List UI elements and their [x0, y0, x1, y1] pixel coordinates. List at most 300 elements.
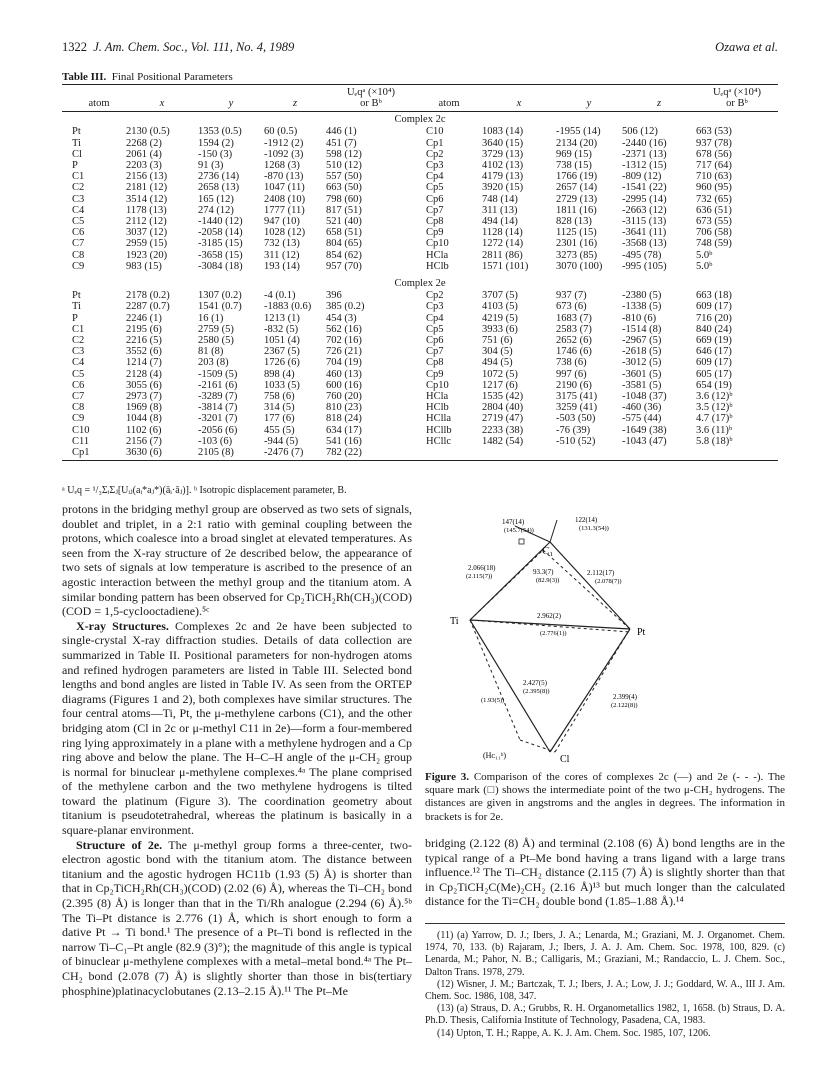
table-cell: 600 (16) — [326, 379, 362, 391]
header-atom-2: atom — [416, 98, 482, 112]
table-cell: -150 (3) — [198, 148, 233, 160]
header-z-2: z — [622, 98, 696, 112]
table-cell: 2112 (12) — [126, 216, 167, 228]
angle-top-left: 147(14) — [502, 518, 525, 526]
table-cell: 2736 (14) — [198, 171, 240, 183]
table-cell: 506 (12) — [622, 126, 658, 138]
table-cell: C7 — [72, 391, 85, 403]
table-cell: 314 (5) — [264, 402, 295, 414]
label-hc11b: (Hᴄ₁₁ᵇ) — [483, 751, 506, 760]
table-cell: 193 (14) — [264, 260, 300, 272]
table-cell: -3012 (5) — [622, 357, 662, 369]
table-cell: -3568 (13) — [622, 238, 667, 250]
table-cell: 673 (55) — [696, 216, 732, 228]
table-cell: 704 (19) — [326, 357, 362, 369]
dist-c1-pt-2e: (2.078(7)) — [595, 578, 622, 585]
bond-cl-pt — [550, 629, 630, 752]
header-x: x — [126, 98, 198, 112]
table-cell: Ti — [72, 137, 81, 149]
table-cell: P — [72, 160, 78, 172]
table-cell: -870 (13) — [264, 171, 304, 183]
table-cell: C3 — [72, 193, 85, 205]
table-cell: 1213 (1) — [264, 312, 300, 324]
table-cell: C10 — [72, 424, 90, 436]
table-cell: -1440 (12) — [198, 216, 243, 228]
table-cell: 311 (13) — [482, 204, 518, 216]
table-cell: 274 (12) — [198, 204, 234, 216]
table-cell: Cp5 — [426, 182, 444, 194]
running-authors: Ozawa et al. — [715, 40, 778, 54]
table-cell: 2233 (38) — [482, 424, 524, 436]
heading-xray: X-ray Structures. — [76, 618, 169, 633]
table-cell: 16 (1) — [198, 312, 224, 324]
table-cell: -2380 (5) — [622, 290, 662, 302]
table-cell: 2287 (0.7) — [126, 301, 170, 313]
table-cell: 3.6 (12)ᵇ — [696, 391, 733, 403]
table-cell: 840 (24) — [696, 323, 732, 335]
table-cell: 2203 (3) — [126, 160, 162, 172]
table-row — [62, 301, 778, 312]
table-cell: 2959 (15) — [126, 238, 168, 250]
table-cell: 311 (12) — [264, 249, 300, 261]
page-header-left — [62, 40, 294, 55]
table-cell: Cp4 — [426, 312, 444, 324]
table-cell — [482, 447, 556, 461]
table-cell: 81 (8) — [198, 346, 224, 358]
table-cell: Cp6 — [426, 193, 444, 205]
table-cell: -2967 (5) — [622, 335, 662, 347]
table-cell: Cp5 — [426, 323, 444, 335]
table-cell: 2367 (5) — [264, 346, 300, 358]
table-row — [62, 126, 778, 137]
table-cell: 717 (64) — [696, 160, 732, 172]
table-cell: C8 — [72, 249, 85, 261]
table-cell: 521 (40) — [326, 216, 362, 228]
table-row — [62, 171, 778, 182]
table-cell: 748 (14) — [482, 193, 518, 205]
table-cell: 726 (21) — [326, 346, 362, 358]
table-cell: 2178 (0.2) — [126, 290, 170, 302]
table-cell: 2408 (10) — [264, 193, 306, 205]
table-cell: 1125 (15) — [556, 227, 597, 239]
reference-12: (12) Wisner, J. M.; Bartczak, T. J.; Ibers, J. A.; Low, J. J.; Goddard, W. A., III J. Am. Chem. Soc. 1986, 108, 347. — [425, 978, 785, 1003]
table-cell: HCllc — [426, 435, 452, 447]
header-z: z — [264, 98, 326, 112]
table-cell: 1923 (20) — [126, 249, 168, 261]
table-cell: HClla — [426, 413, 452, 425]
table-cell: HCla — [426, 391, 449, 403]
table-cell: -1955 (14) — [556, 126, 601, 138]
table-cell: 4.7 (17)ᵇ — [696, 413, 733, 425]
table-cell: 758 (6) — [264, 391, 295, 403]
table-cell: 3640 (15) — [482, 137, 524, 149]
table-cell: 654 (19) — [696, 379, 732, 391]
table-cell: 1268 (3) — [264, 160, 300, 172]
table-cell: C3 — [72, 346, 85, 358]
table-cell: C2 — [72, 335, 85, 347]
dist-ti-h-2e: (1.93(5)) — [481, 697, 505, 704]
table-cell: 2580 (5) — [198, 335, 234, 347]
table-row — [62, 324, 778, 335]
table-cell: -1912 (2) — [264, 137, 304, 149]
table-cell: 2156 (13) — [126, 171, 168, 183]
table-cell: 3.5 (12)ᵇ — [696, 402, 733, 414]
table-row — [62, 261, 778, 272]
table-cell: 3273 (85) — [556, 249, 598, 261]
table-cell — [696, 447, 778, 461]
table-cell: 2156 (7) — [126, 435, 162, 447]
table-cell: -103 (6) — [198, 435, 233, 447]
table-cell: 782 (22) — [326, 447, 416, 461]
table-cell: 605 (17) — [696, 368, 732, 380]
table-cell: 2130 (0.5) — [126, 126, 170, 138]
table-cell: -1043 (47) — [622, 435, 667, 447]
right-column-text — [425, 836, 785, 909]
table-cell — [556, 447, 622, 461]
table-cell: 760 (20) — [326, 391, 362, 403]
table-cell: -2995 (14) — [622, 193, 667, 205]
table-cell: C5 — [72, 216, 85, 228]
table-row — [62, 346, 778, 357]
table-cell: 2246 (1) — [126, 312, 162, 324]
table-cell: -2371 (13) — [622, 148, 667, 160]
table-cell: 3.6 (11)ᵇ — [696, 424, 733, 436]
positional-parameters-table — [62, 84, 778, 461]
table-cell: 598 (12) — [326, 148, 362, 160]
figure-caption-label: Figure 3. — [425, 771, 470, 783]
table-cell: -4 (0.1) — [264, 290, 296, 302]
table-cell: -3641 (11) — [622, 227, 667, 239]
table-cell: 1683 (7) — [556, 312, 592, 324]
table-cell: 1594 (2) — [198, 137, 234, 149]
table-cell: 1083 (14) — [482, 126, 524, 138]
table-cell: 2658 (13) — [198, 182, 240, 194]
table-cell: 3933 (6) — [482, 323, 518, 335]
table-cell: -3084 (18) — [198, 260, 243, 272]
table-cell: 3729 (13) — [482, 148, 524, 160]
table-cell: Cp6 — [426, 335, 444, 347]
label-c11 — [559, 766, 576, 767]
table-cell: -3201 (7) — [198, 413, 238, 425]
table-cell: 636 (51) — [696, 204, 732, 216]
table-row — [62, 402, 778, 413]
angle-top-left-2e: (145.7(54)) — [504, 527, 534, 534]
table-cell: 1051 (4) — [264, 335, 300, 347]
table-cell: 1969 (8) — [126, 402, 162, 414]
table-cell: -1312 (15) — [622, 160, 667, 172]
table-footnote: ᵃ Uₑq = ¹/₃ΣᵢΣⱼ[Uᵢⱼ(aᵢ*aⱼ*)(āᵢ·āⱼ)]. ᵇ Isotropic displacement parameter, B. — [62, 485, 347, 496]
table-cell: -1883 (0.6) — [264, 301, 312, 313]
table-cell: 818 (24) — [326, 413, 362, 425]
table-cell: 2657 (14) — [556, 182, 598, 194]
table-cell: 494 (5) — [482, 357, 513, 369]
table-cell: Cp1 — [426, 137, 444, 149]
table-cell: 1214 (7) — [126, 357, 162, 369]
table-cell: -2663 (12) — [622, 204, 667, 216]
table-row — [62, 369, 778, 380]
table-cell: 706 (58) — [696, 227, 732, 239]
table-cell: 1571 (101) — [482, 260, 529, 272]
figure-caption — [425, 771, 785, 824]
references — [425, 923, 785, 1040]
dist-ti-c1-2e: (2.115(7)) — [466, 573, 493, 580]
table-cell: 960 (95) — [696, 182, 732, 194]
table-cell: 663 (18) — [696, 290, 732, 302]
table-cell: -944 (5) — [264, 435, 299, 447]
table-cell: 937 (7) — [556, 290, 587, 302]
table-cell: -1541 (22) — [622, 182, 667, 194]
table-cell: -3185 (15) — [198, 238, 243, 250]
table-cell: Cp7 — [426, 346, 444, 358]
table-cell: 3055 (6) — [126, 379, 162, 391]
bond-c1-pt — [550, 542, 630, 629]
table-cell: 3920 (15) — [482, 182, 524, 194]
table-cell: 738 (15) — [556, 160, 592, 172]
table-cell: -2618 (5) — [622, 346, 662, 358]
reference-13: (13) (a) Straus, D. A.; Grubbs, R. H. Organometallics 1982, 1, 1658. (b) Straus, D. A. Ph.D. Thesis, California Institute of Technology, Pasadena, CA, 1983. — [425, 1003, 785, 1027]
table-cell: P — [72, 312, 78, 324]
table-cell: 446 (1) — [326, 126, 357, 138]
table-cell: -2161 (6) — [198, 379, 238, 391]
table-cell: -3658 (15) — [198, 249, 243, 261]
table-cell: Cp8 — [426, 357, 444, 369]
table-cell: C9 — [72, 260, 85, 272]
table-cell: 817 (51) — [326, 204, 362, 216]
angle-top-right-2e: (131.3(54)) — [579, 525, 609, 532]
table-cell: 609 (17) — [696, 357, 732, 369]
table-row — [62, 380, 778, 391]
core-comparison-diagram — [425, 512, 785, 767]
table-cell: -503 (50) — [556, 413, 596, 425]
figure-3 — [425, 512, 785, 767]
table-cell: 3037 (12) — [126, 227, 168, 239]
table-cell: -460 (36) — [622, 402, 662, 414]
table-row — [62, 436, 778, 447]
table-cell: -1092 (3) — [264, 148, 304, 160]
table-cell: 1028 (12) — [264, 227, 306, 239]
table-cell: 5.0ᵇ — [696, 260, 713, 272]
table-cell: Cp4 — [426, 171, 444, 183]
table-cell: -2058 (14) — [198, 227, 243, 239]
table-cell: Cp8 — [426, 216, 444, 228]
table-cell: 60 (0.5) — [264, 126, 298, 138]
section-title: Complex 2c — [394, 114, 446, 126]
table-row — [62, 425, 778, 436]
table-row — [62, 194, 778, 205]
table-cell: -2056 (6) — [198, 424, 238, 436]
header-x-2: x — [482, 98, 556, 112]
table-row — [62, 216, 778, 227]
table-cell: -3601 (5) — [622, 368, 662, 380]
table-cell: 1128 (14) — [482, 227, 523, 239]
paragraph-agostic: protons in the bridging methyl group are observed as two sets of signals, doublet and triplet, in a 2:1 ratio with geminal coupling between the protons, which coalesce into a broad singlet at elevated temperatures. As seen from the X-ray structure of 2e described below, the appearance of two sets of signals at low temperature is ascribed to the presence of an agostic interaction between the methyl group and the titanium atom. A similar bonding pattern has been observed for Cp₂TiCH₂Rh(CH₃)(COD) (COD = 1,5-cyclooctadiene).⁵ᶜ — [62, 502, 412, 619]
section-title: Complex 2e — [394, 278, 446, 290]
table-cell: 2216 (5) — [126, 335, 162, 347]
table-cell: 2195 (6) — [126, 323, 162, 335]
table-row — [62, 250, 778, 261]
table-cell: -809 (12) — [622, 171, 662, 183]
table-cell: 1272 (14) — [482, 238, 524, 250]
table-cell: HCllb — [426, 424, 452, 436]
paragraph-bond-lengths: bridging (2.122 (8) Å) and terminal (2.108 (6) Å) bond lengths are in the typical range of a Pt–Me bond having a trans ligand with a large trans influence.¹² The Ti–CH₂ distance (2.115 (7) Å) is slightly shorter than that in Cp₂TiCH₂C(Me)₂CH₂ (2.16 Å)¹³ but much longer than the calculated distance for the Ti=CH₂ double bond (1.85–1.88 Å).¹⁴ — [425, 836, 785, 909]
table-row — [62, 182, 778, 193]
table-cell: 710 (63) — [696, 171, 732, 183]
table-cell: 1072 (5) — [482, 368, 518, 380]
table-cell: Cp10 — [426, 238, 449, 250]
table-cell: 1044 (8) — [126, 413, 162, 425]
table-cell: 804 (65) — [326, 238, 362, 250]
dist-ti-pt: 2.962(2) — [537, 612, 561, 620]
table-cell: 510 (12) — [326, 160, 362, 172]
table-cell: 2973 (7) — [126, 391, 162, 403]
table-row — [62, 357, 778, 368]
table-cell: 609 (17) — [696, 301, 732, 313]
table-cell: 451 (7) — [326, 137, 357, 149]
table-cell: -3289 (7) — [198, 391, 238, 403]
table-cell: 2652 (6) — [556, 335, 592, 347]
table-cell: C11 — [72, 435, 90, 447]
table-cell: 810 (23) — [326, 402, 362, 414]
table-cell: 4103 (5) — [482, 301, 518, 313]
table-cell: 1353 (0.5) — [198, 126, 242, 138]
table-cell: 385 (0.2) — [326, 301, 365, 313]
header-y: y — [198, 98, 264, 112]
table-cell: 732 (13) — [264, 238, 300, 250]
table-row — [62, 138, 778, 149]
table-cell: 91 (3) — [198, 160, 224, 172]
table-cell: 2301 (16) — [556, 238, 598, 250]
table-cell: C7 — [72, 238, 85, 250]
label-c1: C₁ — [542, 545, 554, 557]
table-cell: -1048 (37) — [622, 391, 667, 403]
table-cell: 165 (12) — [198, 193, 234, 205]
table-cell: 969 (15) — [556, 148, 592, 160]
table-cell: 1482 (54) — [482, 435, 524, 447]
table-cell: 3552 (6) — [126, 346, 162, 358]
dist-ti-c1: 2.066(18) — [468, 564, 496, 572]
table-cell: 396 — [326, 290, 342, 302]
table-cell: C4 — [72, 204, 85, 216]
table-cell: 751 (6) — [482, 335, 513, 347]
table-cell: C5 — [72, 368, 85, 380]
table-cell: 957 (70) — [326, 260, 362, 272]
table-cell: 898 (4) — [264, 368, 295, 380]
table-cell: Cp2 — [426, 148, 444, 160]
table-row — [62, 290, 778, 301]
table-cell: -1338 (5) — [622, 301, 662, 313]
table-cell: Cp10 — [426, 379, 449, 391]
table-cell: 304 (5) — [482, 346, 513, 358]
table-cell: Cp3 — [426, 301, 444, 313]
table-row — [62, 391, 778, 402]
table-cell: 455 (5) — [264, 424, 295, 436]
table-cell: 1726 (6) — [264, 357, 300, 369]
reference-11: (11) (a) Yarrow, D. J.; Ibers, J. A.; Lenarda, M.; Graziani, M. J. Organomet. Chem. 1974, 70, 133. (b) Rajaram, J.; Ibers, J. A. J. Am. Chem. Soc. 1978, 100, 829. (c) Lenarda, M.; Pahor, N. B.; Calligaris, M.; Graziani, M.; Randaccio, L. J. Chem. Soc., Dalton Trans. 1978, 279. — [425, 930, 785, 978]
table-cell: 828 (13) — [556, 216, 592, 228]
table-cell: 2128 (4) — [126, 368, 162, 380]
table-cell: 1746 (6) — [556, 346, 592, 358]
table-cell: Pt — [72, 290, 81, 302]
table-cell: 798 (60) — [326, 193, 362, 205]
table-row — [62, 205, 778, 216]
table-cell: -1649 (38) — [622, 424, 667, 436]
table-cell: 997 (6) — [556, 368, 587, 380]
table-cell: 203 (8) — [198, 357, 229, 369]
table-cell: C8 — [72, 402, 85, 414]
table-cell: 937 (78) — [696, 137, 732, 149]
page-header — [62, 40, 778, 58]
table-cell: 2729 (13) — [556, 193, 598, 205]
table-row — [62, 238, 778, 249]
table-cell: -495 (78) — [622, 249, 662, 261]
table-cell: C9 — [72, 413, 85, 425]
header-atom: atom — [62, 98, 126, 112]
table-cell: 2268 (2) — [126, 137, 162, 149]
table-cell: 2804 (40) — [482, 402, 524, 414]
table-cell: Cl — [72, 148, 82, 160]
table-cell: Cp9 — [426, 227, 444, 239]
table-row — [62, 227, 778, 238]
table-cell: 1535 (42) — [482, 391, 524, 403]
table-cell: 1766 (19) — [556, 171, 598, 183]
label-pt: Pt — [637, 627, 646, 638]
angle-c1-2e: (82.9(3)) — [536, 577, 560, 584]
table-cell — [622, 447, 696, 461]
table-cell: 2811 (86) — [482, 249, 523, 261]
table-cell: C1 — [72, 171, 85, 183]
table-cell: 557 (50) — [326, 171, 362, 183]
dist-ti-pt-2e: (2.776(1)) — [540, 630, 567, 637]
table-cell: 2061 (4) — [126, 148, 162, 160]
table-cell: 460 (13) — [326, 368, 362, 380]
dist-c1-pt: 2.112(17) — [587, 569, 615, 577]
table-cell: 748 (59) — [696, 238, 732, 250]
table-cell: 2134 (20) — [556, 137, 598, 149]
header-y-2: y — [556, 98, 622, 112]
table-cell: 4219 (5) — [482, 312, 518, 324]
table-cell: 541 (16) — [326, 435, 362, 447]
table-cell: 1307 (0.2) — [198, 290, 242, 302]
table-cell: 854 (62) — [326, 249, 362, 261]
table-cell: 716 (20) — [696, 312, 732, 324]
table-cell: 2181 (12) — [126, 182, 168, 194]
table-cell: C1 — [72, 323, 85, 335]
table-cell — [416, 447, 482, 461]
table-cell: 3514 (12) — [126, 193, 168, 205]
dist-ti-cl-2e: (2.395(8)) — [523, 688, 550, 695]
table-cell: -995 (105) — [622, 260, 667, 272]
table-cell: 732 (65) — [696, 193, 732, 205]
label-ti: Ti — [450, 616, 459, 627]
table-cell: 663 (50) — [326, 182, 362, 194]
left-column-text — [62, 502, 412, 998]
table-cell: 2719 (47) — [482, 413, 524, 425]
bond-h-c11-2e — [520, 740, 555, 752]
table-cell: 562 (16) — [326, 323, 362, 335]
table-cell: HClb — [426, 402, 449, 414]
figure-caption-text: Comparison of the cores of complexes 2c (—) and 2e (- - -). The square mark (□) shows the intermediate point of the two μ-CH₂ hydrogens. The distances are given in angstroms and the angles in degrees. The information in brackets is for 2e. — [425, 771, 785, 823]
table-cell: C6 — [72, 379, 85, 391]
table-cell: 1777 (11) — [264, 204, 305, 216]
table-cell: -2476 (7) — [264, 447, 326, 461]
table-cell: 663 (53) — [696, 126, 732, 138]
bond-ti-h-2e — [470, 620, 520, 740]
table-cell: Ti — [72, 301, 81, 313]
paragraph-xray: X-ray Structures. Complexes 2c and 2e have been subjected to single-crystal X-ray diffraction studies. Details of data collection are summarized in Table II. Positional parameters for non-hydrogen atoms and refined hydrogen parameters are listed in Table III. Selected bond lengths and bond angles are listed in Table IV. As seen from the ORTEP diagrams (Figures 1 and 2), both complexes have similar structures. The four central atoms—Ti, Pt, the μ-methylene carbons (C1), and the other bridging atom (Cl in 2c or μ-methyl C11 in 2e)—form a four-membered ring lying approximately in a plane with a methylene hydrogen and a Cp ring above and below the plane. The H–C–H angle of the μ-CH₂ group is normal for binuclear μ-methylene complexes.⁴ᵃ The plane comprised of the methylene carbon and the two methylene hydrogens is tilted toward the platinum (Figure 3). The coordination geometry about titanium is pseudotetrahedral, whereas the platinum is basically in a square-planar environment. — [62, 618, 412, 838]
ueq-header-2: Uₑqᵃ (×10⁴) — [696, 85, 778, 99]
table-cell: 1541 (0.7) — [198, 301, 242, 313]
table-cell: -3115 (13) — [622, 216, 667, 228]
